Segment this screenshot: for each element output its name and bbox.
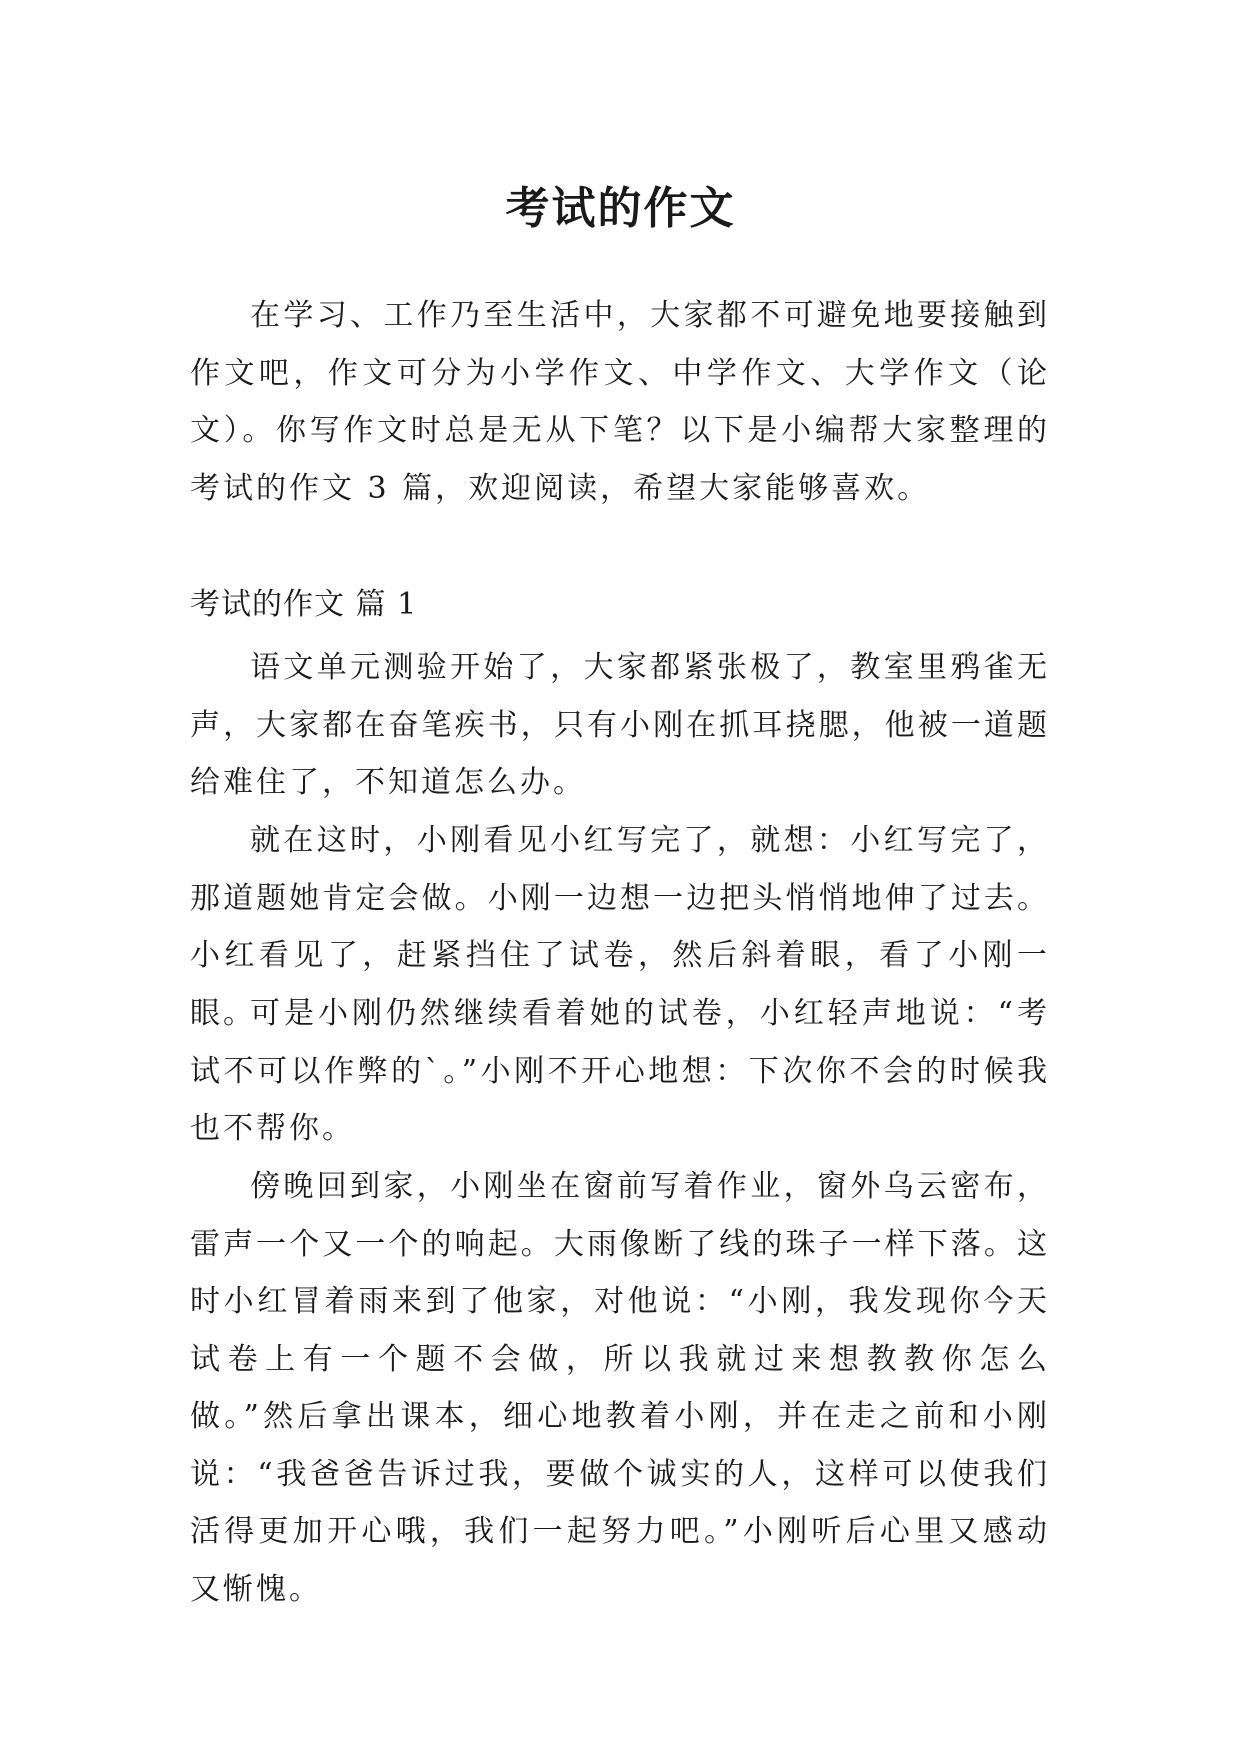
body-paragraph-2: 就在这时，小刚看见小红写完了，就想：小红写完了，那道题她肯定会做。小刚一边想一边把头悄悄地伸了过去。小红看见了，赶紧挡住了试卷，然后斜着眼，看了小刚一眼。 bbox=[190, 823, 1050, 1031]
document-title: 考试的作文 bbox=[505, 183, 736, 235]
section-heading: 考试的作文 篇 1 bbox=[190, 587, 418, 622]
body-paragraph-1: 语文单元测验开始了，大家都紧张极了，教室里鸦雀无声，大家都在奋笔疾书，只有小刚在抓耳挠腮，他被一道题给难住了，不知道怎么办。 bbox=[190, 650, 1050, 800]
body-paragraph-4: 傍晚回到家，小刚坐在窗前写着作业，窗外乌云密布，雷声一个又一个的响起。大雨像断了线的珠子一样下落。这时小红冒着雨来到了他家，对他说：“小刚，我发现你今天试卷上有一个题不会做，所以我就过来想教教你怎么做。”然后拿出课本，细心地教着小刚，并在走之前和小刚说：“我爸爸告诉过我，要做个诚实的人，这样可以使我们活得更加开心哦，我们一起努力吧。”小刚听后心里又感动又惭愧。 bbox=[190, 1169, 1050, 1607]
body-paragraph-3: 可是小刚仍然继续看着她的试卷，小红轻声地说：“考试不可以作弊的`。”小刚不开心地想：下次你不会的时候我也不帮你。 bbox=[190, 996, 1050, 1146]
intro-paragraph: 在学习、工作乃至生活中，大家都不可避免地要接触到作文吧，作文可分为小学作文、中学作文、大学作文（论文）。你写作文时总是无从下笔？以下是小编帮大家整理的考试的作文 3 篇，欢迎阅读，希望大家能够喜欢。 bbox=[190, 298, 1050, 506]
